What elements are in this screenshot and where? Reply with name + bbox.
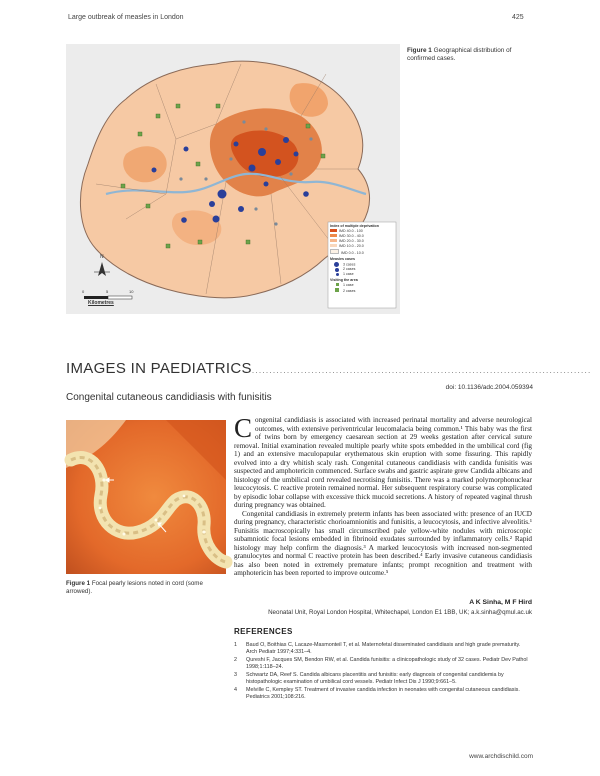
- reference-item: [234, 657, 532, 671]
- figure1-label: Figure 1: [407, 47, 432, 54]
- legend-case: [330, 272, 396, 277]
- legend-visiting: [330, 288, 396, 294]
- legend-swatch: [330, 229, 337, 232]
- legend-swatch: [330, 234, 337, 237]
- legend-class-label: IMD 40.0 - 100: [339, 229, 363, 233]
- scale-tick: 5: [106, 289, 109, 294]
- visiting-square-icon: [335, 288, 339, 292]
- legend-visiting-title: Visiting the area: [330, 278, 358, 283]
- case-dot-icon: [336, 273, 339, 276]
- page-number: 425: [512, 14, 524, 21]
- legend-class: [330, 249, 396, 256]
- paragraph-2: Congenital candidiasis in extremely preterm infants has been associated with: presence of an IUCD during pregnancy, characteristic chorioamnionitis and funisitis, a leucocytosis, and infective alveolitis.¹ Funisitis macroscopically has small circumscribed pale yellow-white nodules with microscopic subamniotic focal lesions embedded in fibrinoid exudates surrounded by inflammatory cells.² Rapid histology may help confirm the diagnosis.³ A marked leucocytosis with increased non-segmented granulocytes and normal C reactive protein has been described.⁴ Early invasive cutaneous candidiasis has also been noted in extremely premature infants; prompt recognition and treatment with amphotericin has been reported to improve outcome.⁵: [234, 509, 532, 577]
- section-title: [66, 360, 592, 377]
- legend-class-label: IMD 30.0 - 40.0: [339, 234, 364, 238]
- umbilical-cord-image: [66, 420, 226, 574]
- legend-class-label: IMD 10.0 - 20.0: [339, 244, 364, 248]
- case-dot-icon: [335, 268, 339, 272]
- legend-swatch: [330, 249, 339, 254]
- reference-item: [234, 687, 532, 701]
- paragraph-1: [234, 413, 532, 510]
- legend-swatch: [330, 239, 337, 242]
- north-label: N: [100, 254, 104, 260]
- reference-text: Melville C, Kempley ST. Treatment of invasive candida infection in neonates with congenital cutaneous candidiasis. Pediatrics 2001;108:216.: [246, 687, 520, 700]
- doi: doi: 10.1136/adc.2004.059394: [445, 384, 533, 391]
- figure2-caption-text: Focal pearly lesions noted in cord (some arrowed).: [66, 580, 203, 595]
- legend-case-label: 3 cases: [343, 262, 356, 267]
- case-dot-icon: [334, 262, 339, 267]
- reference-text: Qureshi F, Jacques SM, Bendon RW, et al. Candida funisitis: a clinicopathologic study of 32 cases. Pediatr Dev Pathol 1998;1:118–24.: [246, 657, 528, 670]
- figure1-caption-text: Geographical distribution of confirmed cases.: [407, 47, 512, 62]
- references-heading: REFERENCES: [234, 627, 293, 636]
- scale-label: Kilometres: [88, 300, 114, 306]
- reference-number: 4: [234, 687, 237, 693]
- london-map-figure: [66, 44, 400, 314]
- legend-title: Index of multiple deprivation: [330, 224, 379, 228]
- umbilical-cord-photo: [66, 420, 226, 574]
- article-title: Congenital cutaneous candidiasis with funisitis: [66, 392, 272, 403]
- reference-text: Baud O, Boithias C, Lacaze-Masmonteil T, et al. Maternofetal disseminated candidiasis and high grade prematurity. Arch Pediatr 1997;4:331–4.: [246, 642, 521, 655]
- visiting-square-icon: [336, 283, 339, 286]
- legend-class-label: IMD 0.0 - 10.0: [341, 251, 364, 255]
- reference-item: [234, 642, 532, 656]
- paragraph-1-text: ongenital candidiasis is associated with increased perinatal mortality and adverse neurological outcomes, with extensive periventricular leucomalacia being common.¹ This baby was the first of twins born by emergency caesarean section at 29 weeks gestation after cervical suture removal. Initial examination revealed multiple pearly white spots embedded in the umbilical cord (fig 1) and an extensive maculopapular erythematous skin eruption with some fissuring. This rapidly evolved into a dry whitish scaly rash. Congenital cutaneous candidiasis with candida funisitis was suspected and amphotericin commenced. Surface swabs and gastric aspirate grew Candida albicans and histology of the umbilical cord revealed necrotising funisitis. There was a marked polymorphonuclear leucocytosis. C reactive protein remained normal. Her subsequent respiratory course was complicated by episodic lobar collapse with excessive thick mucoid secretions. A history of repeated vaginal thrush during pregnancy was obtained.: [234, 416, 532, 509]
- legend-visiting-label: 2 cases: [343, 289, 356, 294]
- legend-visiting-label: 1 case: [343, 283, 354, 288]
- references-list: [234, 642, 532, 702]
- scale-tick: 0: [82, 289, 85, 294]
- drop-cap: C: [234, 413, 253, 443]
- scale-tick: 10: [129, 289, 134, 294]
- section-title-text: IMAGES IN PAEDIATRICS: [66, 360, 252, 377]
- legend-case-label: 1 case: [343, 272, 354, 277]
- leader-dots: .................................................................................................: [251, 365, 592, 375]
- footer-url[interactable]: www.archdischild.com: [469, 753, 533, 760]
- authors: A K Sinha, M F Hird: [469, 599, 532, 606]
- legend-swatch: [330, 244, 337, 247]
- figure2-label: Figure 1: [66, 580, 91, 587]
- reference-number: 2: [234, 657, 237, 663]
- reference-number: 1: [234, 642, 237, 648]
- legend-cases-title: Measles cases: [330, 257, 355, 261]
- affiliation: Neonatal Unit, Royal London Hospital, Whitechapel, London E1 1BB, UK; a.k.sinha@qmul.ac.uk: [268, 609, 532, 616]
- figure2-caption: [66, 580, 226, 596]
- figure1-caption: [407, 47, 537, 63]
- reference-text: Schwartz DA, Reef S. Candida albicans placentitis and funisitis: early diagnosis of congenital candidemia by histopathologic examination of umbilical cord vessels. Pediatr Infect Dis J 1990;9:661–5.: [246, 672, 504, 685]
- article-body: [234, 413, 532, 578]
- legend-case-label: 2 cases: [343, 267, 356, 272]
- legend-class-label: IMD 20.0 - 30.0: [339, 239, 364, 243]
- reference-number: 3: [234, 672, 237, 678]
- reference-item: [234, 672, 532, 686]
- running-title: Large outbreak of measles in London: [68, 14, 184, 21]
